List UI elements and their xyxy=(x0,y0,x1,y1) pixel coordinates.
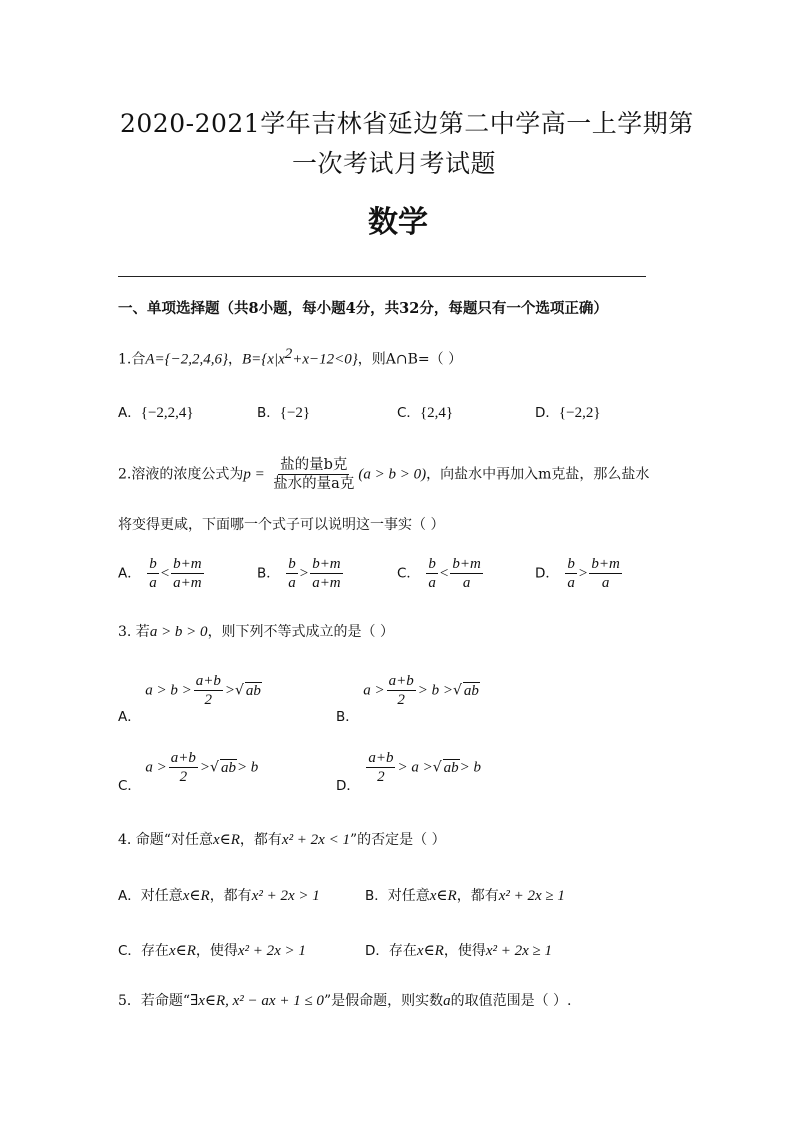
q4-option-c[interactable]: C．存在x∈R，使得x² + 2x > 1 xyxy=(118,943,306,959)
q1-set-b-right: +x−12<0} xyxy=(292,351,358,368)
question-3: 3. 若a > b > 0，则下列不等式成立的是（ ） xyxy=(118,624,395,640)
document-title-line2: 一次考试月考试题 xyxy=(292,149,497,178)
header-divider xyxy=(118,276,646,277)
q1-option-d[interactable]: D．{−2,2} xyxy=(535,405,601,421)
q2-option-c[interactable]: C． $\frac{b}{a}$ < $\frac{b+m}{a}$ xyxy=(397,556,481,591)
q4-option-d[interactable]: D．存在x∈R，使得x² + 2x ≥ 1 xyxy=(365,943,553,959)
q4-option-a[interactable]: A．对任意x∈R，都有x² + 2x > 1 xyxy=(118,888,320,904)
q1-option-a[interactable]: A．{−2,2,4} xyxy=(118,405,194,421)
q1-ask: ，则A∩B=（ ） xyxy=(357,351,463,368)
section-heading: 一、单项选择题（共8小题，每小题4分，共32分，每题只有一个选项正确） xyxy=(118,300,608,317)
q1-prefix: 1.合 xyxy=(118,351,146,368)
q4-option-b[interactable]: B．对任意x∈R，都有x² + 2x ≥ 1 xyxy=(365,888,565,904)
subject-title: 数学 xyxy=(368,205,428,240)
q1-set-a: A={−2,2,4,6} xyxy=(145,351,229,368)
q3-option-a[interactable]: A． a > b > $\frac{a+b}{2}$ >√ ab xyxy=(118,673,261,725)
document-title-line1: 2020-2021学年吉林省延边第二中学高一上学期第 xyxy=(120,109,694,138)
q2-option-a[interactable]: A． $\frac{b}{a}$ < $\frac{b+m}{a+m}$ xyxy=(118,556,202,591)
q2-option-d[interactable]: D． $\frac{b}{a}$ > $\frac{b+m}{a}$ xyxy=(535,556,620,591)
q3-option-c[interactable]: C． a > $\frac{a+b}{2}$ >√ ab> b xyxy=(118,750,259,794)
q2-option-b[interactable]: B． $\frac{b}{a}$ > $\frac{b+m}{a+m}$ xyxy=(257,556,341,591)
question-2-line2: 将变得更咸，下面哪一个式子可以说明这一事实（ ） xyxy=(118,517,445,533)
q1-set-b-left: B={x|x xyxy=(242,351,285,368)
question-5: 5．若命题“∃x∈R, x² − ax + 1 ≤ 0”是假命题，则实数a的取值范围是（ ）. xyxy=(118,993,572,1009)
question-2: 2.溶液的浓度公式为p = $\frac{\text{盐的量b克}}{\text{盐水的量a克}}$ (a > b > 0)，向盐水中再加入m克盐，那么盐水 xyxy=(118,457,650,492)
q1-option-c[interactable]: C．{2,4} xyxy=(397,405,454,421)
q3-option-d[interactable]: D． $\frac{a+b}{2}$ > a >√ ab> b xyxy=(336,750,482,794)
question-4: 4. 命题“对任意x∈R，都有x² + 2x < 1”的否定是（ ） xyxy=(118,832,446,848)
q1-option-b[interactable]: B．{−2} xyxy=(257,405,311,421)
question-1: 1.合A={−2,2,4,6}，$B=\{x|x^2+x-12<0\}$，则A∩B=（ ） xyxy=(118,346,463,368)
q3-option-b[interactable]: B． a > $\frac{a+b}{2}$ > b >√ ab xyxy=(336,673,479,725)
